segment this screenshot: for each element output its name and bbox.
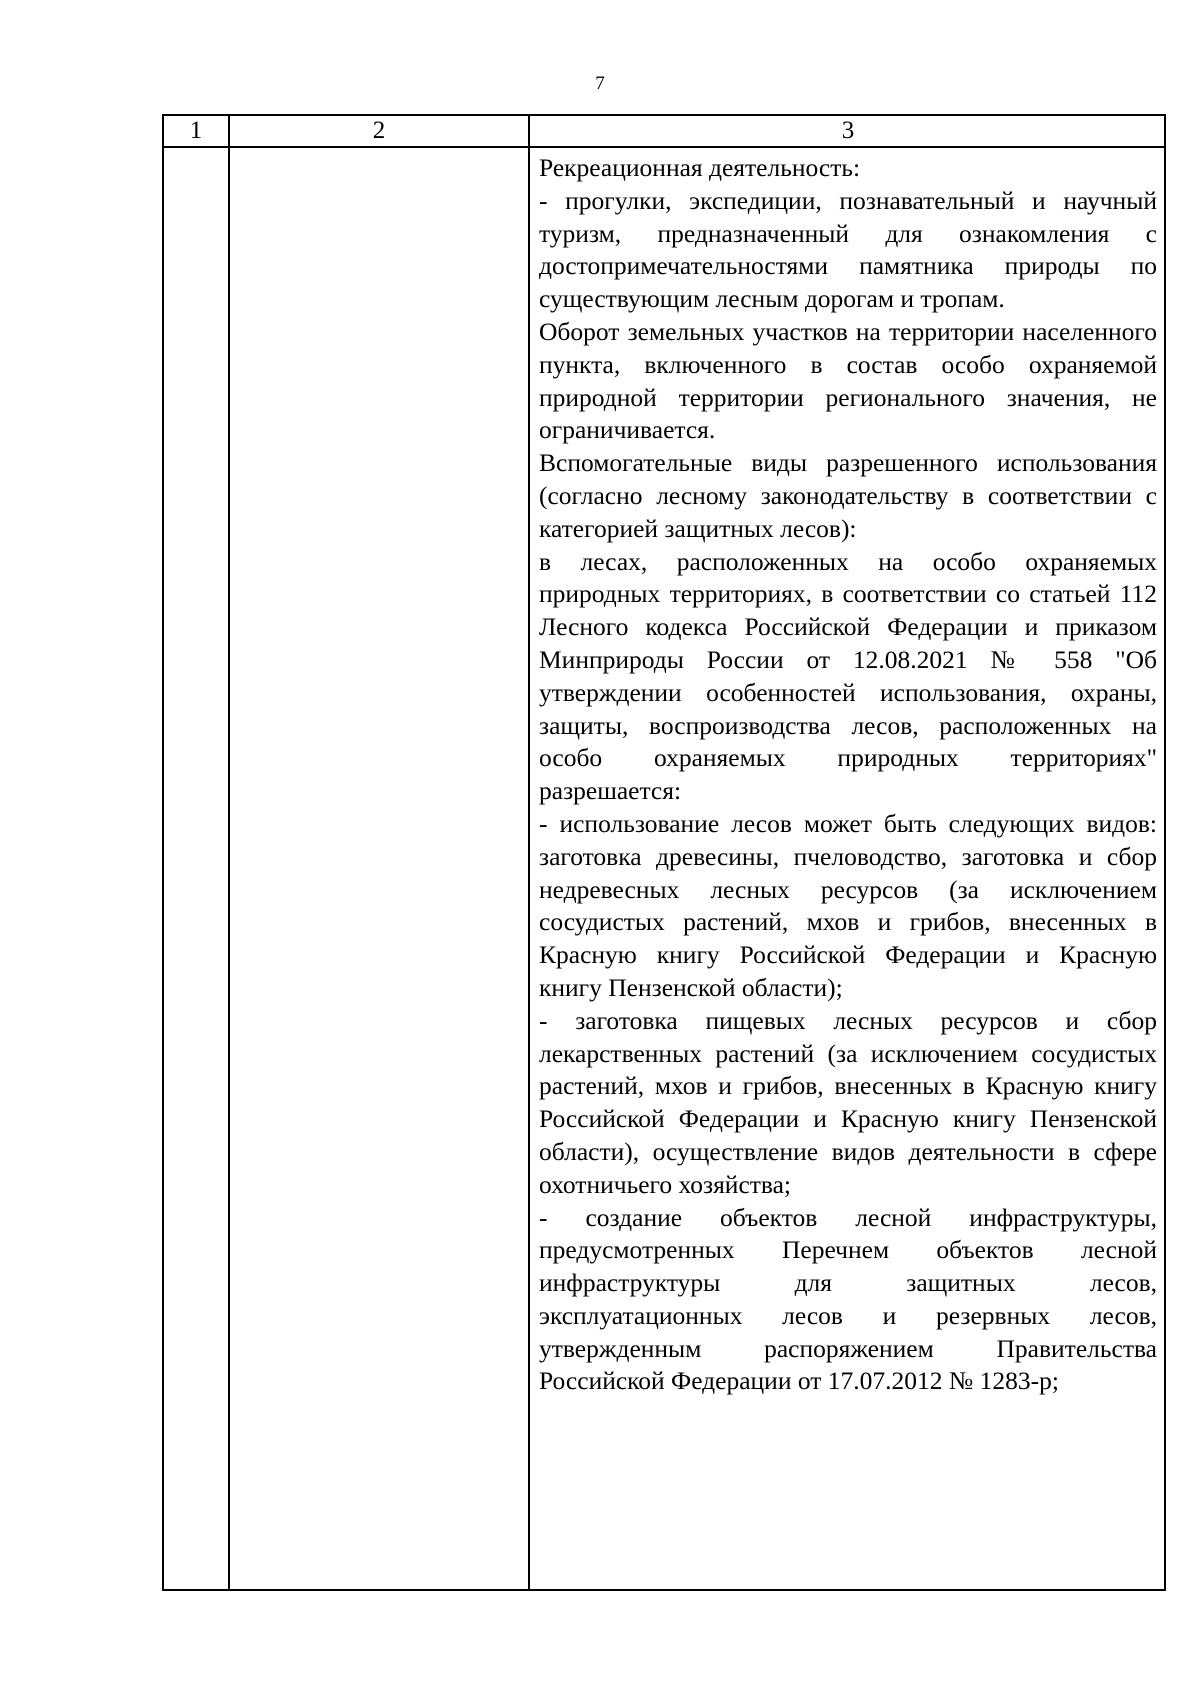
header-divider (164, 146, 1164, 148)
paragraph: - создание объектов лесной инфраструктуры, предусмотренных Перечнем объектов лесной инфраструктуры для защитных лесов, эксплуатационных лесов и резервных лесов, утвержденным распоряжением Правительства Российской Федерации от 17.07.2012 № 1283-р; (539, 1202, 1157, 1396)
column-divider (228, 116, 230, 1589)
page-number: 7 (595, 73, 605, 94)
cell-column-3 (539, 152, 1157, 1398)
paragraph: Оборот земельных участков на территории населенного пункта, включенного в состав особо охраняемой природной территории регионального значения, не ограничивается. (539, 316, 1157, 445)
column-divider (528, 116, 530, 1589)
paragraph: в лесах, расположенных на особо охраняемых природных территориях, в соответствии со статьей 112 Лесного кодекса Российской Федерации и приказом Минприроды России от 12.08.2021 № 558 "Об утверждении особенностей использования, охраны, защиты, воспроизводства лесов, расположенных на особо охраняемых природных территориях" разрешается: (539, 546, 1157, 806)
column-header-1: 1 (189, 117, 203, 144)
paragraph: - использование лесов может быть следующих видов: заготовка древесины, пчеловодство, заготовка и сбор недревесных лесных ресурсов (за исключением сосудистых растений, мхов и грибов, внесенных в Красную книгу Российской Федерации и Красную книгу Пензенской области); (539, 808, 1157, 1002)
paragraph: Вспомогательные виды разрешенного использования (согласно лесному законодательству в соответствии с категорией защитных лесов): (539, 448, 1157, 543)
column-header-2: 2 (372, 117, 386, 144)
paragraph: - заготовка пищевых лесных ресурсов и сбор лекарственных растений (за исключением сосудистых растений, мхов и грибов, внесенных в Красную книгу Российской Федерации и Красную книгу Пензенской области), осуществление видов деятельности в сфере охотничьего хозяйства; (539, 1005, 1157, 1199)
document-table (162, 114, 1166, 1591)
paragraph: - прогулки, экспедиции, познавательный и научный туризм, предназначенный для ознакомления с достопримечательностями памятника природы по существующим лесным дорогам и тропам. (539, 185, 1157, 314)
paragraph: Рекреационная деятельность: (539, 153, 861, 182)
column-header-3: 3 (841, 117, 855, 144)
